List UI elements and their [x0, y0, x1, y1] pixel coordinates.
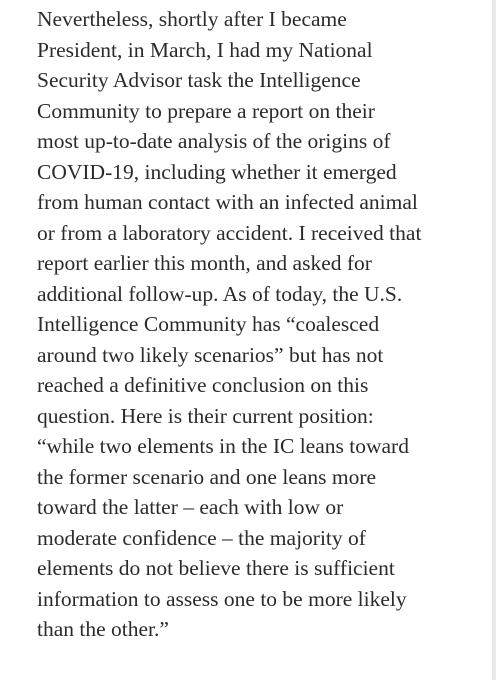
paragraph-line: information to assess one to be more likely [37, 586, 407, 611]
paragraph-line: from human contact with an infected animal [37, 190, 418, 214]
paragraph-line: President, in March, I had my National [37, 37, 373, 62]
paragraph-line: COVID-19, including whether it emerged [37, 159, 397, 184]
paragraph-line: around two likely scenarios” but has not [37, 342, 384, 367]
paragraph-line: elements do not believe there is sufficient [37, 556, 395, 580]
paragraph-line: most up-to-date analysis of the origins of [37, 129, 391, 153]
paragraph-line: reached a definitive conclusion on this [37, 373, 369, 397]
paragraph-line: Security Advisor task the Intelligence [37, 68, 361, 92]
body-paragraph [37, 4, 477, 645]
paragraph-line: than the other.” [37, 617, 169, 641]
paragraph-line: the former scenario and one leans more [37, 464, 377, 489]
paragraph-line: Community to prepare a report on their [37, 98, 375, 123]
paragraph-line: toward the latter – each with low or [37, 495, 344, 519]
paragraph-line: Intelligence Community has “coalesced [37, 312, 380, 336]
paragraph-line: question. Here is their current position: [37, 403, 374, 428]
scrollbar[interactable] [492, 0, 496, 680]
paragraph-line: report earlier this month, and asked for [37, 251, 372, 275]
paragraph-line: or from a laboratory accident. I received that [37, 220, 422, 245]
paragraph-line: Nevertheless, shortly after I became [37, 7, 347, 31]
paragraph-line: “while two elements in the IC leans toward [37, 434, 409, 458]
paragraph-line: moderate confidence – the majority of [37, 525, 366, 550]
paragraph-line: additional follow-up. As of today, the U.S. [37, 281, 403, 306]
